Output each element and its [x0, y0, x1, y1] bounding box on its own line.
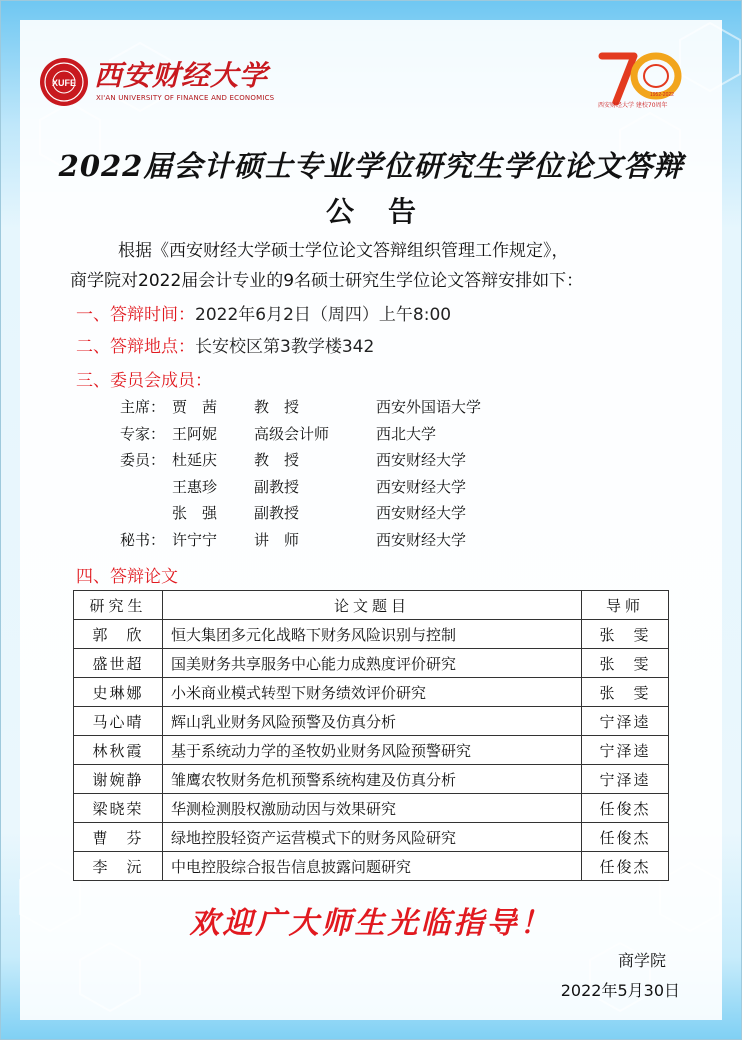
thesis-table: [73, 590, 669, 881]
section-defense-time-value: 2022年6月2日（周四）上午8:00: [195, 305, 452, 325]
intro-line-1: 根据《西安财经大学硕士学位论文答辩组织管理工作规定》，: [118, 241, 569, 261]
signature-date: 2022年5月30日: [560, 981, 680, 1000]
member-title: 副教授: [254, 504, 300, 522]
member-name: 许宁宁: [172, 530, 218, 549]
cell-student: 李 沅: [74, 852, 163, 881]
cell-topic: 绿地控股轻资产运营模式下的财务风险研究: [163, 823, 582, 852]
member-org: 西安财经大学: [376, 504, 467, 522]
committee-row: [120, 449, 580, 476]
cell-topic: 国美财务共享服务中心能力成熟度评价研究: [163, 649, 582, 678]
cell-student: 盛世超: [74, 649, 163, 678]
section-defense-time: 一、答辩时间：2022年6月2日（周四）上午8:00: [76, 305, 452, 325]
table-row: [74, 707, 669, 736]
cell-topic: 辉山乳业财务风险预警及仿真分析: [163, 707, 582, 736]
intro-line-2: 商学院对2022届会计专业的9名硕士研究生学位论文答辩安排如下：: [70, 271, 584, 291]
cell-student: 梁晓荣: [74, 794, 163, 823]
signature-org: 商学院: [617, 951, 666, 970]
signature-block: [520, 946, 680, 1006]
cell-advisor: 张 雯: [582, 620, 669, 649]
member-role: 委员：: [120, 451, 166, 469]
cell-advisor: 宁泽逵: [582, 765, 669, 794]
seal-text: XUFE: [51, 78, 77, 88]
member-title: 教 授: [254, 451, 300, 469]
table-row: [74, 678, 669, 707]
member-role: 秘书：: [120, 530, 166, 549]
anniversary-caption: 西安财经大学 建校70周年: [598, 102, 668, 109]
committee-list: [120, 396, 580, 555]
member-name: 贾 茜: [172, 398, 218, 416]
intro-paragraph: [70, 236, 690, 296]
welcome-banner: 欢迎广大师生光临指导！: [189, 906, 553, 941]
header-student: 研究生: [74, 591, 163, 620]
cell-topic: 雏鹰农牧财务危机预警系统构建及仿真分析: [163, 765, 582, 794]
table-row: [74, 794, 669, 823]
university-name-en: XI'AN UNIVERSITY OF FINANCE AND ECONOMICS: [96, 94, 275, 102]
section-theses: [76, 562, 178, 587]
committee-row: [120, 476, 580, 503]
committee-row: [120, 502, 580, 529]
cell-advisor: 任俊杰: [582, 852, 669, 881]
section-defense-time-label: 一、答辩时间: [76, 305, 178, 325]
cell-topic: 小米商业模式转型下财务绩效评价研究: [163, 678, 582, 707]
cell-student: 谢婉静: [74, 765, 163, 794]
cell-advisor: 任俊杰: [582, 823, 669, 852]
table-row: [74, 736, 669, 765]
member-org: 西北大学: [376, 424, 437, 443]
member-name: 王阿妮: [172, 424, 218, 443]
table-row: [74, 852, 669, 881]
section-defense-location-value: 长安校区第3教学楼342: [195, 337, 375, 357]
header-topic: 论文题目: [163, 591, 582, 620]
cell-student: 林秋霞: [74, 736, 163, 765]
anniversary-years: 1952-2022: [650, 92, 674, 98]
member-role: 专家：: [120, 424, 166, 443]
university-name-cn: 西安财经大学: [94, 59, 269, 92]
cell-student: 史琳娜: [74, 678, 163, 707]
section-theses-label: 四、答辩论文: [76, 567, 178, 587]
table-row: [74, 823, 669, 852]
member-name: 王惠珍: [172, 477, 218, 496]
cell-student: 曹 芬: [74, 823, 163, 852]
section-committee: [76, 366, 212, 391]
member-org: 西安财经大学: [376, 451, 467, 469]
cell-topic: 中电控股综合报告信息披露问题研究: [163, 852, 582, 881]
committee-row: [120, 529, 580, 556]
cell-student: 郭 欣: [74, 620, 163, 649]
cell-advisor: 宁泽逵: [582, 736, 669, 765]
table-row: [74, 765, 669, 794]
university-seal-icon: [38, 56, 90, 108]
member-org: 西安财经大学: [376, 477, 467, 496]
cell-topic: 华测检测股权激励动因与效果研究: [163, 794, 582, 823]
member-title: 高级会计师: [254, 424, 330, 443]
page-subtitle: 公告: [325, 195, 450, 228]
cell-topic: 恒大集团多元化战略下财务风险识别与控制: [163, 620, 582, 649]
table-row: [74, 649, 669, 678]
page-title: 2022届会计硕士专业学位研究生学位论文答辩: [58, 149, 684, 183]
member-name: 杜延庆: [172, 451, 218, 469]
cell-advisor: 宁泽逵: [582, 707, 669, 736]
committee-row: [120, 423, 580, 450]
section-committee-label: 三、委员会成员：: [76, 371, 212, 391]
committee-row: [120, 396, 580, 423]
member-title: 讲 师: [254, 530, 300, 549]
table-row: [74, 620, 669, 649]
cell-advisor: 任俊杰: [582, 794, 669, 823]
section-defense-location-label: 二、答辩地点: [76, 337, 178, 357]
cell-topic: 基于系统动力学的圣牧奶业财务风险预警研究: [163, 736, 582, 765]
member-org: 西安财经大学: [376, 530, 467, 549]
table-header-row: [74, 591, 669, 620]
member-org: 西安外国语大学: [376, 398, 482, 416]
header-advisor: 导师: [582, 591, 669, 620]
cell-advisor: 张 雯: [582, 678, 669, 707]
cell-advisor: 张 雯: [582, 649, 669, 678]
member-name: 张 强: [172, 504, 218, 522]
member-role: 主席：: [120, 398, 166, 416]
member-title: 副教授: [254, 477, 300, 496]
member-title: 教 授: [254, 398, 300, 416]
header: [38, 52, 704, 118]
section-defense-location: 二、答辩地点：长安校区第3教学楼342: [76, 337, 375, 357]
cell-student: 马心晴: [74, 707, 163, 736]
